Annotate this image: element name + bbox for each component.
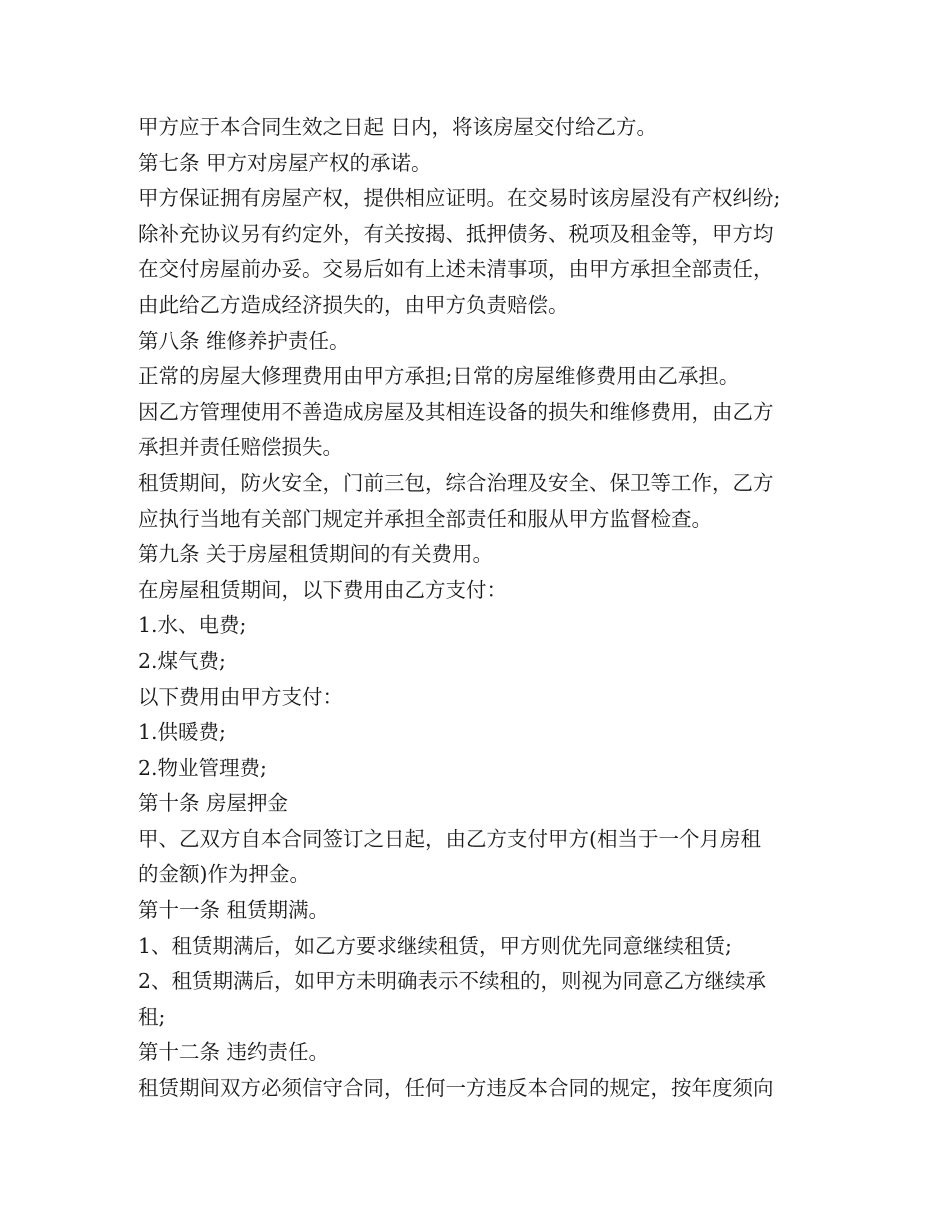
text-line: 租赁期间双方必须信守合同，任何一方违反本合同的规定，按年度须向 [138,1076,774,1101]
text-line: 应执行当地有关部门规定并承担全部责任和服从甲方监督检查。 [138,506,712,531]
document-body [138,110,828,1107]
text-line: 甲、乙双方自本合同签订之日起，由乙方支付甲方(相当于一个月房租 [138,826,761,851]
text-line: 租赁期间，防火安全，门前三包，综合治理及安全、保卫等工作，乙方 [138,470,774,495]
article-heading: 第九条 关于房屋租赁期间的有关费用。 [138,542,494,567]
text-line: 除补充协议另有约定外，有关按揭、抵押债务、税项及租金等，甲方均 [138,221,774,246]
list-item: 1.水、电费; [138,613,247,638]
text-line: 甲方应于本合同生效之日起 日内，将该房屋交付给乙方。 [138,115,658,139]
list-item: 2.物业管理费; [138,755,267,780]
article-heading: 第十二条 违约责任。 [138,1040,330,1065]
text-line: 以下费用由甲方支付： [138,684,343,709]
article-heading: 第十条 房屋押金 [138,791,289,816]
article-heading: 第七条 甲方对房屋产权的承诺。 [138,150,432,175]
text-line: 因乙方管理使用不善造成房屋及其相连设备的损失和维修费用，由乙方 [138,399,774,424]
list-item: 1.供暖费; [138,720,226,745]
list-item: 2、租赁期满后，如甲方未明确表示不续租的，则视为同意乙方继续承 [138,969,767,994]
text-line: 在交付房屋前办妥。交易后如有上述未清事项，由甲方承担全部责任， [138,257,774,282]
text-line: 正常的房屋大修理费用由甲方承担;日常的房屋维修费用由乙承担。 [138,364,740,389]
text-line: 在房屋租赁期间，以下费用由乙方支付： [138,577,507,602]
text-line: 承担并责任赔偿损失。 [138,435,343,460]
list-item: 1、租赁期满后，如乙方要求继续租赁，甲方则优先同意继续租赁; [138,933,732,958]
text-line: 由此给乙方造成经济损失的，由甲方负责赔偿。 [138,292,569,317]
text-line: 租; [138,1004,166,1029]
article-heading: 第十一条 租赁期满。 [138,898,330,923]
text-line: 甲方保证拥有房屋产权，提供相应证明。在交易时该房屋没有产权纠纷; [138,186,781,211]
text-line: 的金额)作为押金。 [138,862,310,887]
article-heading: 第八条 维修养护责任。 [138,328,350,353]
list-item: 2.煤气费; [138,648,226,673]
